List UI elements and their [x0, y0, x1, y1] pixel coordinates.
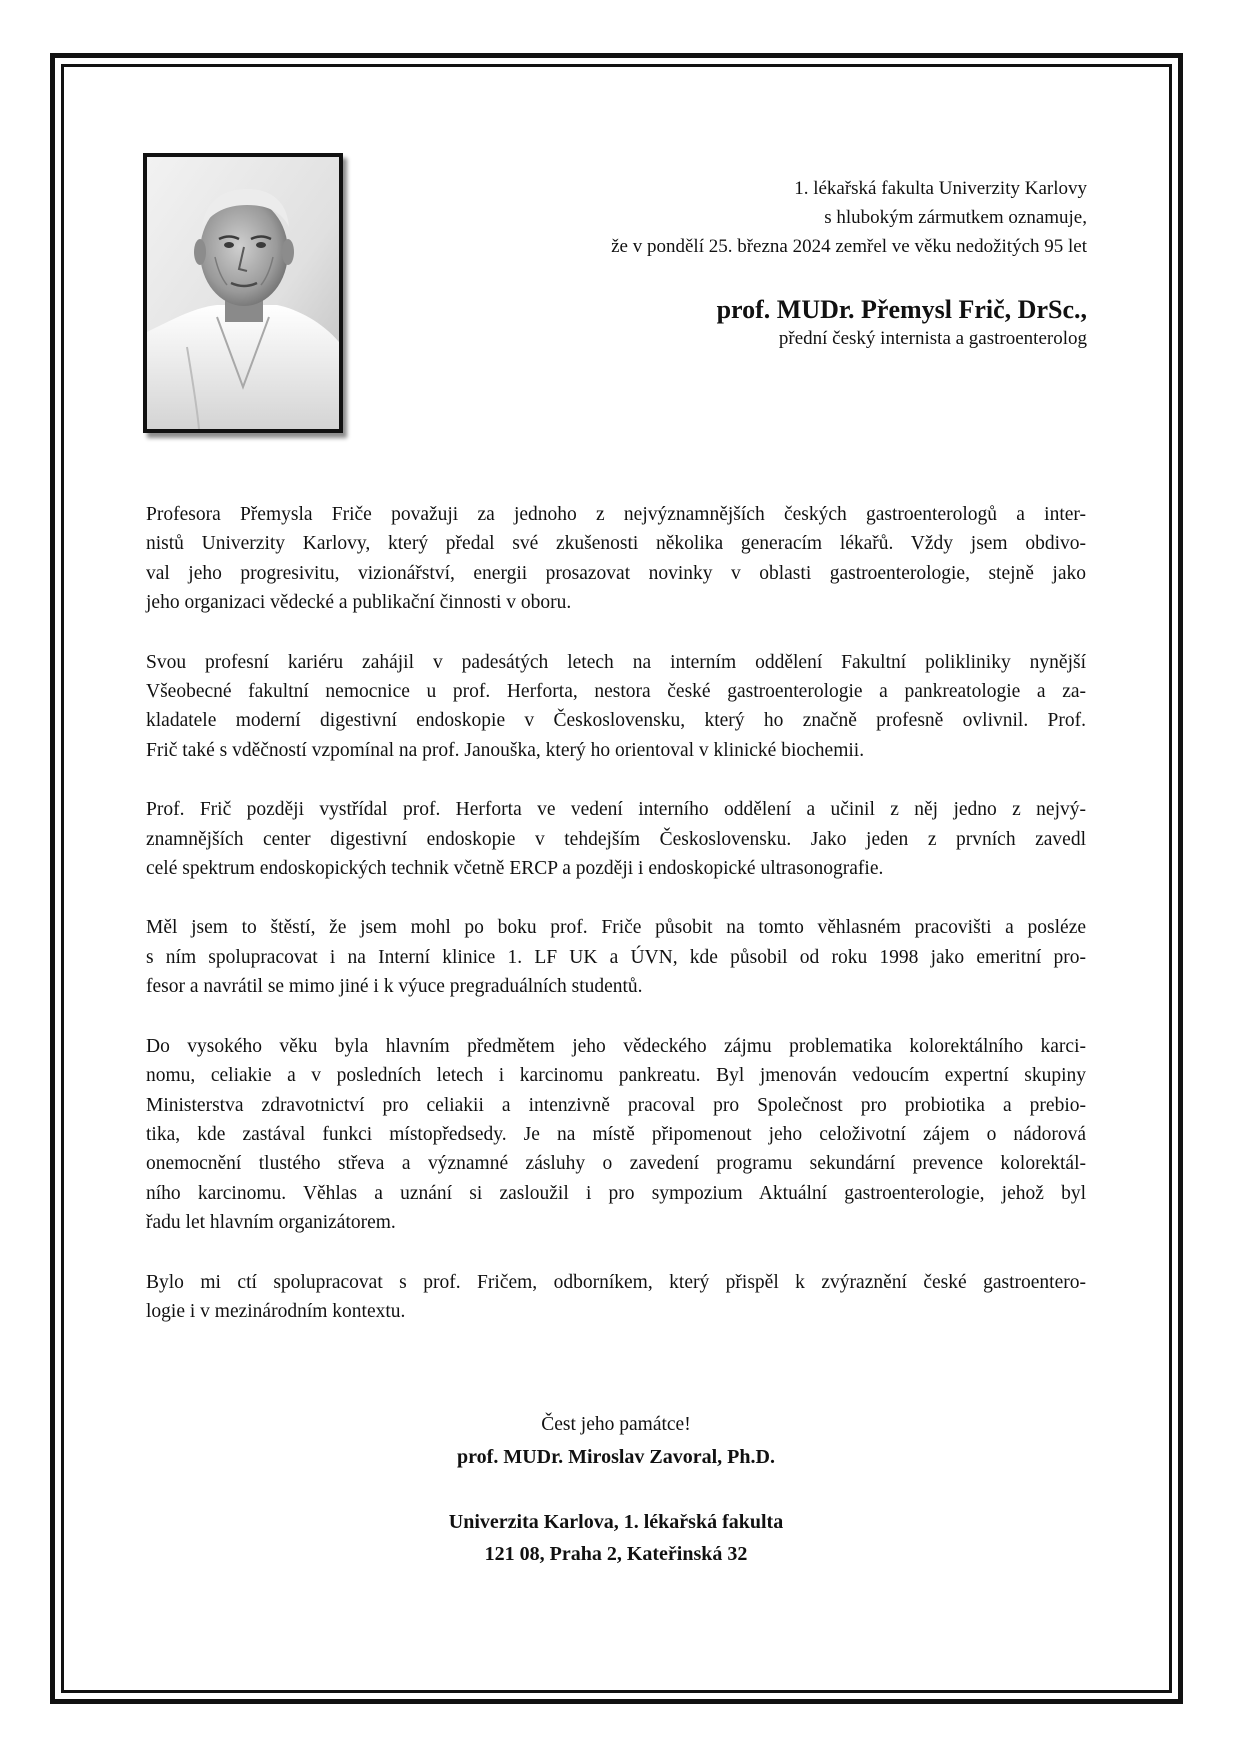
- text-line: logie i v mezinárodním kontextu.: [146, 1300, 406, 1322]
- paragraph: [146, 913, 1086, 1001]
- text-line: nomu, celiakie a v posledních letech i karcinomu pankreatu. Byl jmenován vedoucím expertní skupiny: [146, 1065, 1086, 1087]
- text-line: tika, kde zastával funkci místopředsedy. Je na místě připomenout jeho celoživotní zájem o nádorová: [146, 1123, 1086, 1145]
- text-line: Frič také s vděčností vzpomínal na prof. Janouška, který ho orientoval v klinické biochemii.: [146, 739, 865, 761]
- paragraph: [146, 1032, 1086, 1238]
- text-line: Všeobecné fakultní nemocnice u prof. Herforta, nestora české gastroenterologie a pankreatologie a za-: [146, 681, 1086, 703]
- address: 121 08, Praha 2, Kateřinská 32: [484, 1543, 748, 1565]
- text-line: Do vysokého věku byla hlavním předmětem jeho vědeckého zájmu problematika kolorektálního karci-: [146, 1035, 1086, 1057]
- paragraph: [146, 795, 1086, 883]
- text-line: ního karcinomu. Věhlas a uznání si zasloužil i pro sympozium Aktuální gastroenterologie, jehož byl: [146, 1182, 1086, 1204]
- paragraph: [146, 648, 1086, 766]
- header-line: že v pondělí 25. března 2024 zemřel ve věku nedožitých 95 let: [611, 236, 1087, 257]
- text-line: fesor a navrátil se mimo jiné i k výuce pregraduálních studentů.: [146, 976, 643, 998]
- text-line: Profesora Přemysla Friče považuji za jednoho z nejvýznamnějších českých gastroenterologů a inter-: [146, 504, 1086, 525]
- text-line: znamnějších center digestivní endoskopie v tehdejším Československu. Jako jeden z prvních zavedl: [146, 828, 1086, 850]
- portrait-photo: [143, 153, 343, 433]
- text-line: Bylo mi ctí spolupracovat s prof. Fričem, odborníkem, který přispěl k zvýraznění české gastroentero-: [146, 1271, 1086, 1293]
- obituary-body: [146, 500, 1086, 1356]
- paragraph: [146, 500, 1086, 618]
- header-line: s hlubokým zármutkem oznamuje,: [824, 207, 1087, 228]
- text-line: nistů Univerzity Karlovy, který předal své zkušenosti několika generacím lékařů. Vždy jsem obdivo-: [146, 533, 1086, 555]
- portrait-image: [147, 157, 339, 429]
- institution: Univerzita Karlova, 1. lékařská fakulta: [448, 1511, 784, 1533]
- signature: prof. MUDr. Miroslav Zavoral, Ph.D.: [457, 1446, 775, 1468]
- header-line: 1. lékařská fakulta Univerzity Karlovy: [794, 178, 1087, 199]
- text-line: Měl jsem to štěstí, že jsem mohl po boku prof. Friče působit na tomto věhlasném pracovišti a posléze: [146, 917, 1086, 939]
- text-line: Ministerstva zdravotnictví pro celiakii a intenzivně pracoval pro Společnost pro probiotika a prebio-: [146, 1094, 1086, 1116]
- text-line: celé spektrum endoskopických technik včetně ERCP a později i endoskopické ultrasonografie.: [146, 858, 884, 880]
- text-line: val jeho progresivitu, vizionářství, energii prosazovat novinky v oblasti gastroenterologie, stejně jako: [146, 562, 1086, 584]
- text-line: řadu let hlavním organizátorem.: [146, 1212, 396, 1234]
- closing-block: [146, 1409, 1086, 1570]
- text-line: Svou profesní kariéru zahájil v padesátých letech na interním oddělení Fakultní polikliniky nynější: [146, 651, 1086, 673]
- text-line: Prof. Frič později vystřídal prof. Herforta ve vedení interního oddělení a učinil z něj jedno z nejvý-: [146, 799, 1086, 821]
- text-line: s ním spolupracovat i na Interní klinice 1. LF UK a ÚVN, kde působil od roku 1998 jako emeritní pro-: [146, 946, 1086, 968]
- text-line: kladatele moderní digestivní endoskopie v Československu, který ho značně profesně ovlivnil. Prof.: [146, 710, 1086, 732]
- deceased-role: přední český internista a gastroenterolog: [778, 328, 1087, 349]
- announcement-header: [367, 174, 1087, 261]
- deceased-name: prof. MUDr. Přemysl Frič, DrSc.,: [716, 295, 1087, 324]
- honor-line: Čest jeho památce!: [541, 1414, 691, 1435]
- paragraph: [146, 1268, 1086, 1327]
- text-line: jeho organizaci vědecké a publikační činnosti v oboru.: [146, 592, 572, 614]
- text-line: onemocnění tlustého střeva a významné zásluhy o zavedení programu sekundární prevence kolorektál-: [146, 1153, 1086, 1175]
